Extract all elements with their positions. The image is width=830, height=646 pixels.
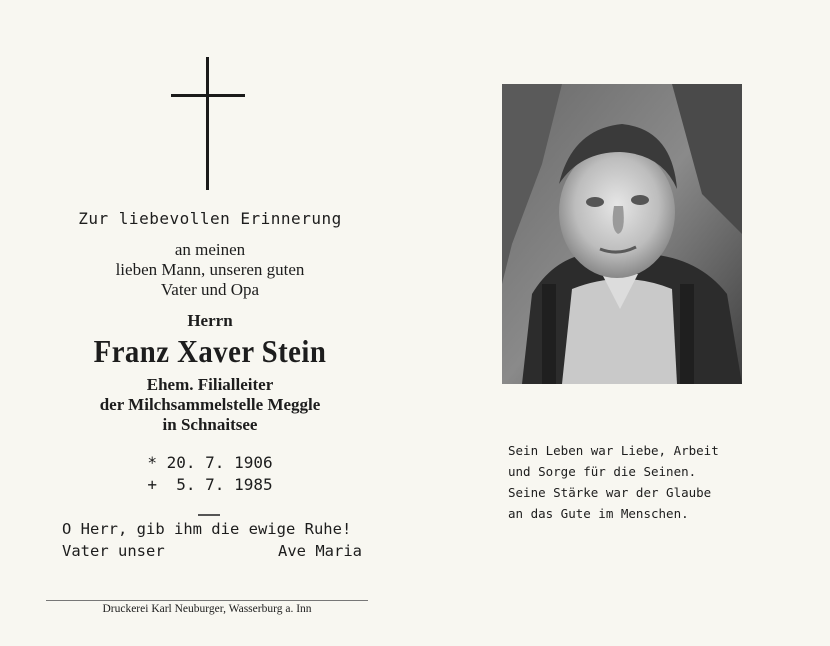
role [40,375,380,435]
death-date: + 5. 7. 1985 [147,475,273,494]
dedication [40,240,380,300]
prayer-ave-maria: Ave Maria [278,542,362,560]
cross-icon [171,57,245,190]
quote-line: und Sorge für die Seinen. [508,464,697,479]
quote-line: an das Gute im Menschen. [508,506,689,521]
prayer-vater-unser: Vater unser [62,542,165,560]
quote-line: Sein Leben war Liebe, Arbeit [508,443,719,458]
portrait-photo [502,84,742,384]
dedication-line: an meinen [174,240,246,259]
prayer-block [62,520,362,560]
role-line: Ehem. Filialleiter [146,375,274,394]
footer-rule [46,600,368,601]
deceased-name: Franz Xaver Stein [93,333,327,369]
intro-text: Zur liebevollen Erinnerung [78,209,342,228]
dedication-line: Vater und Opa [160,280,260,299]
quote-line: Seine Stärke war der Glaube [508,485,712,500]
separator-dash [198,514,220,516]
role-line: in Schnaitsee [162,415,258,434]
portrait-image [502,84,742,384]
life-dates [40,452,380,496]
birth-date: * 20. 7. 1906 [147,453,273,472]
salutation: Herrn [187,311,233,330]
dedication-line: lieben Mann, unseren guten [115,260,305,279]
role-line: der Milchsammelstelle Meggle [99,395,321,414]
prayer-line: O Herr, gib ihm die ewige Ruhe! [62,520,352,538]
quote-block [508,440,768,524]
printer-credit: Druckerei Karl Neuburger, Wasserburg a. Inn [102,603,312,615]
